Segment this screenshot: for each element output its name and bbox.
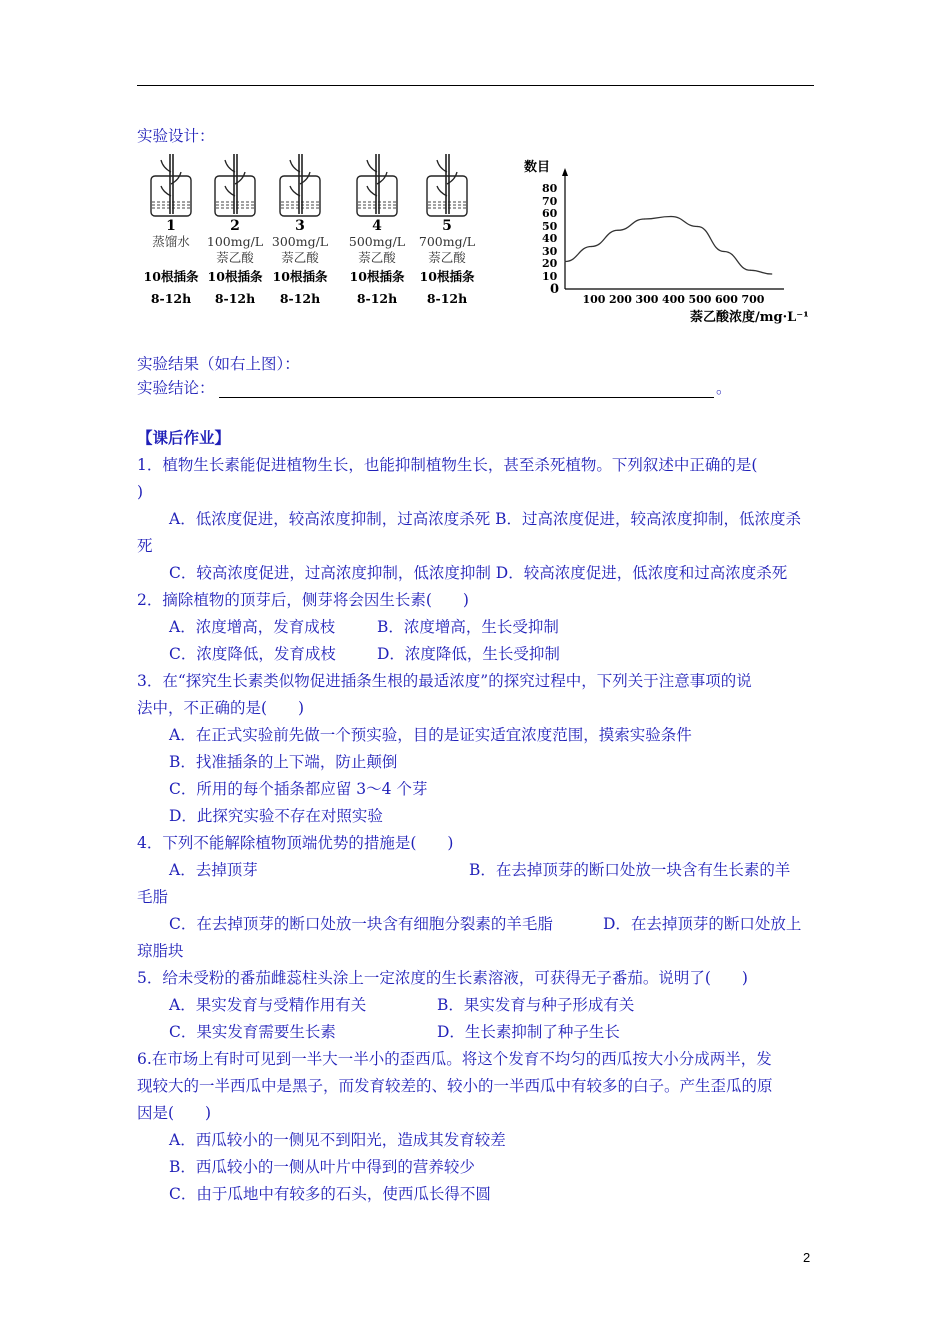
beaker-5-num: 5 bbox=[442, 218, 452, 234]
beaker-3-time: 8-12h bbox=[279, 291, 321, 306]
y-tick-label: 80 bbox=[542, 182, 558, 195]
question-line: A．去掉顶芽 bbox=[169, 861, 258, 879]
question-line: C．较高浓度促进，过高浓度抑制，低浓度抑制 D．较高浓度促进，低浓度和过高浓度杀死 bbox=[169, 564, 788, 582]
question-line: 因是( ) bbox=[137, 1104, 212, 1122]
question-line: ) bbox=[137, 483, 144, 501]
beaker-3 bbox=[280, 154, 320, 216]
question-line: C．在去掉顶芽的断口处放一块含有细胞分裂素的羊毛脂 bbox=[169, 915, 553, 933]
beaker-1-num: 1 bbox=[166, 218, 176, 234]
conclusion-blank-line bbox=[219, 397, 714, 398]
question-line: B．找准插条的上下端，防止颠倒 bbox=[169, 753, 398, 771]
beaker-4-count: 10根插条 bbox=[349, 269, 405, 284]
chart-plot bbox=[520, 158, 820, 333]
question-line: A．低浓度促进，较高浓度抑制，过高浓度杀死 B．过高浓度促进，较高浓度抑制，低浓度杀 bbox=[169, 510, 802, 528]
origin-label: 0 bbox=[550, 282, 560, 297]
design-label: 实验设计： bbox=[137, 127, 215, 145]
beaker-5-time: 8-12h bbox=[426, 291, 468, 306]
question-line: B．在去掉顶芽的断口处放一块含有生长素的羊 bbox=[469, 861, 791, 879]
beaker-1 bbox=[151, 154, 191, 216]
question-line: 毛脂 bbox=[137, 888, 169, 906]
question-line: A．西瓜较小的一侧见不到阳光，造成其发育较差 bbox=[169, 1131, 506, 1149]
question-line: 1．植物生长素能促进植物生长，也能抑制植物生长，甚至杀死植物。下列叙述中正确的是( bbox=[137, 456, 758, 474]
beaker-4 bbox=[357, 154, 397, 216]
result-label: 实验结果（如右上图）： bbox=[137, 355, 300, 373]
data-curve bbox=[565, 217, 772, 275]
homework-title: 【课后作业】 bbox=[137, 428, 231, 447]
y-tick-label: 30 bbox=[542, 244, 558, 258]
question-line: B．西瓜较小的一侧从叶片中得到的营养较少 bbox=[169, 1158, 475, 1176]
beaker-4-num: 4 bbox=[372, 218, 382, 234]
question-line: 5．给未受粉的番茄雌蕊柱头涂上一定浓度的生长素溶液，可获得无子番茄。说明了( ) bbox=[137, 969, 748, 987]
data-point bbox=[564, 261, 565, 262]
data-point bbox=[670, 216, 671, 217]
beaker-3-line2: 萘乙酸 bbox=[281, 250, 319, 265]
data-point bbox=[771, 273, 772, 274]
question-line: 2．摘除植物的顶芽后，侧芽将会因生长素( ) bbox=[137, 591, 469, 609]
question-line: D．浓度降低，生长受抑制 bbox=[377, 645, 560, 663]
beaker-2 bbox=[215, 154, 255, 216]
x-tick-label: 300 bbox=[635, 293, 659, 306]
page-number: 2 bbox=[803, 1250, 811, 1265]
beaker-2-time: 8-12h bbox=[214, 291, 256, 306]
beaker-5-line2: 萘乙酸 bbox=[428, 250, 466, 265]
y-axis-arrow bbox=[562, 168, 568, 176]
question-line: A．浓度增高，发育成枝 bbox=[169, 618, 336, 636]
question-line: C．果实发育需要生长素 bbox=[169, 1023, 336, 1041]
question-line: C．所用的每个插条都应留 3～4 个芽 bbox=[169, 780, 428, 798]
question-line: 3．在“探究生长素类似物促进插条生根的最适浓度”的探究过程中，下列关于注意事项的说 bbox=[137, 672, 752, 690]
y-tick-label: 70 bbox=[542, 194, 558, 208]
header-rule bbox=[137, 85, 814, 86]
chart-ylabel: 数目 bbox=[524, 160, 551, 175]
question-line: 4．下列不能解除植物顶端优势的措施是( ) bbox=[137, 834, 454, 852]
question-line: 6.在市场上有时可见到一半大一半小的歪西瓜。将这个发育不均匀的西瓜按大小分成两半，发 bbox=[137, 1050, 772, 1068]
result-chart bbox=[520, 158, 820, 333]
y-tick-label: 40 bbox=[542, 232, 558, 245]
question-line: A．果实发育与受精作用有关 bbox=[169, 996, 367, 1014]
question-line: 琼脂块 bbox=[137, 942, 184, 960]
beaker-4-time: 8-12h bbox=[356, 291, 398, 306]
question-line: D．此探究实验不存在对照实验 bbox=[169, 807, 383, 825]
x-tick-label: 600 bbox=[715, 293, 738, 306]
question-line: 现较大的一半西瓜中是黑子，而发育较差的、较小的一半西瓜中有较多的白子。产生歪瓜的原 bbox=[137, 1077, 773, 1095]
beaker-3-num: 3 bbox=[295, 218, 305, 234]
chart-xlabel: 萘乙酸浓度/mg·L⁻¹ bbox=[690, 310, 809, 325]
beaker-1-line1: 蒸馏水 bbox=[152, 234, 190, 249]
question-line: 法中，不正确的是( ) bbox=[137, 699, 305, 717]
beaker-2-count: 10根插条 bbox=[207, 269, 263, 284]
beaker-5 bbox=[427, 154, 467, 216]
data-point bbox=[591, 246, 592, 247]
x-tick-label: 100 bbox=[582, 293, 606, 306]
beaker-5-line1: 700mg/L bbox=[418, 234, 476, 249]
y-tick-label: 50 bbox=[542, 219, 558, 233]
question-line: C．由于瓜地中有较多的石头，使西瓜长得不圆 bbox=[169, 1185, 491, 1203]
x-tick-label: 700 bbox=[741, 293, 765, 306]
beaker-5-count: 10根插条 bbox=[419, 269, 475, 284]
question-line: A．在正式实验前先做一个预实验，目的是证实适宜浓度范围，摸索实验条件 bbox=[169, 726, 692, 744]
conclusion-label: 实验结论： bbox=[137, 379, 215, 397]
x-tick-label: 200 bbox=[609, 293, 632, 306]
question-line: B．果实发育与种子形成有关 bbox=[437, 996, 635, 1014]
y-tick-label: 20 bbox=[542, 257, 558, 270]
conclusion-period: 。 bbox=[716, 379, 732, 397]
question-line: D．生长素抑制了种子生长 bbox=[437, 1023, 620, 1041]
beaker-2-num: 2 bbox=[230, 218, 240, 234]
y-tick-label: 60 bbox=[542, 207, 558, 220]
x-tick-label: 500 bbox=[688, 293, 712, 306]
question-line: D．在去掉顶芽的断口处放上 bbox=[603, 915, 802, 933]
beaker-2-line2: 萘乙酸 bbox=[216, 250, 254, 265]
question-line: C．浓度降低，发育成枝 bbox=[169, 645, 336, 663]
beaker-3-line1: 300mg/L bbox=[271, 234, 329, 249]
experiment-setup bbox=[137, 150, 507, 310]
data-point bbox=[617, 230, 618, 231]
data-point bbox=[644, 218, 645, 219]
question-line: 死 bbox=[137, 537, 153, 555]
x-tick-label: 400 bbox=[662, 293, 685, 306]
beaker-4-line1: 500mg/L bbox=[348, 234, 406, 249]
data-point bbox=[723, 251, 724, 252]
beaker-2-line1: 100mg/L bbox=[206, 234, 264, 249]
y-tick-label: 10 bbox=[542, 269, 558, 283]
question-line: B．浓度增高，生长受抑制 bbox=[377, 618, 559, 636]
beaker-1-time: 8-12h bbox=[150, 291, 192, 306]
beaker-4-line2: 萘乙酸 bbox=[358, 250, 396, 265]
data-point bbox=[697, 226, 698, 227]
beaker-3-count: 10根插条 bbox=[272, 269, 328, 284]
data-point bbox=[750, 270, 751, 271]
beaker-1-count: 10根插条 bbox=[143, 269, 199, 284]
